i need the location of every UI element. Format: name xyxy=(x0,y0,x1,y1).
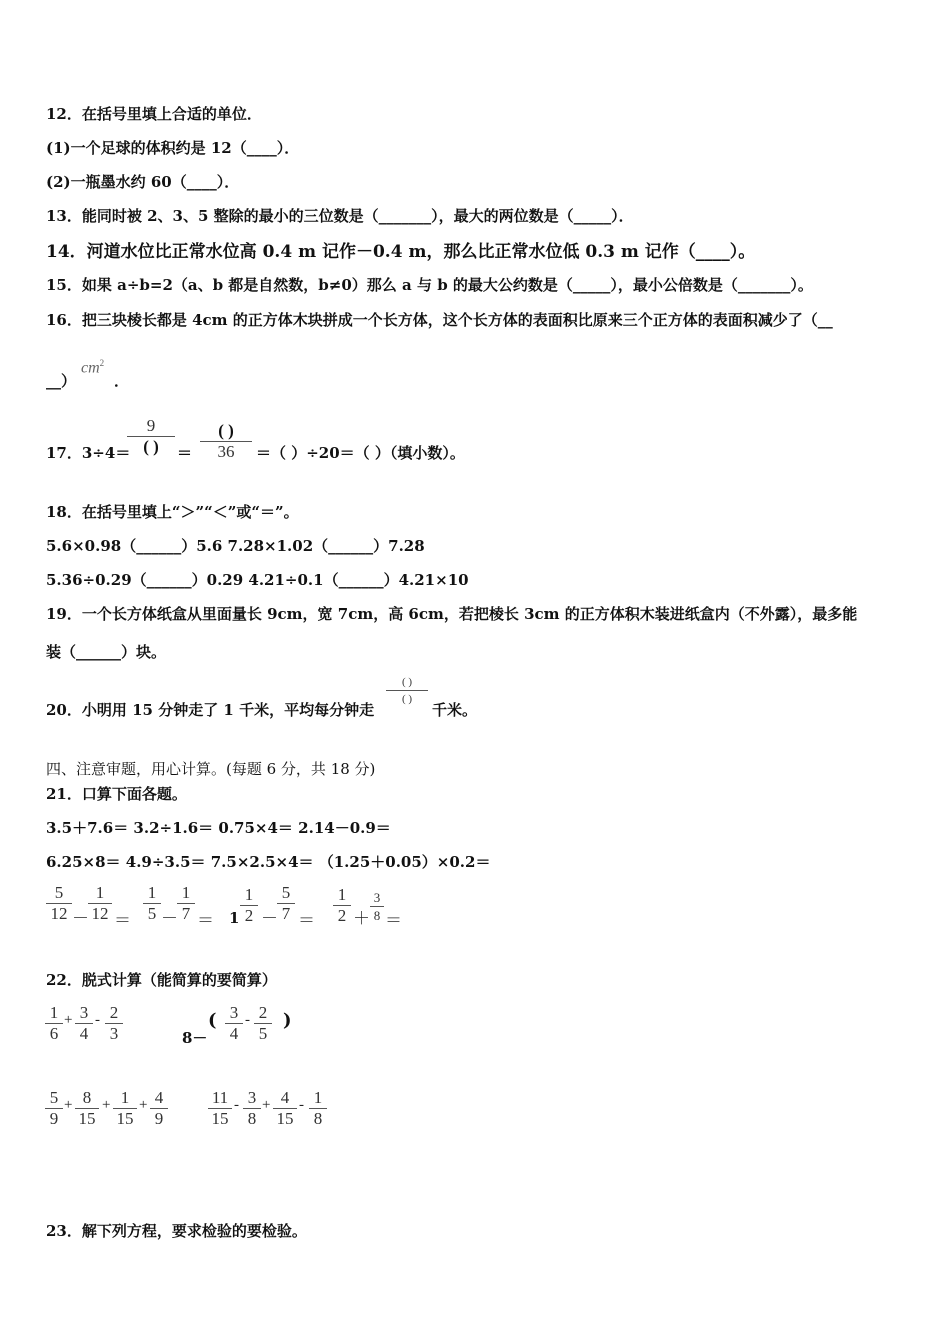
q14: 14．河道水位比正常水位高 0.4 m 记作－0.4 m，那么比正常水位低 0.3 m 记作（____）。 xyxy=(46,242,756,262)
q17-fraction-2: ( ) 36 xyxy=(200,421,252,462)
q21-minus-1: － xyxy=(72,909,89,928)
q22-e2-right-paren: ) xyxy=(283,1010,292,1031)
q21-minus-2: － xyxy=(161,909,178,928)
q22-e1-frac-1-6: $\frac{1}{6}$ xyxy=(45,1003,63,1044)
q18-row1: 5.6×0.98（______）5.6 7.28×1.02（______）7.28 xyxy=(46,537,425,555)
section-4-heading: 四、注意审题，用心计算。(每题 6 分，共 18 分) xyxy=(46,760,376,778)
q20-fraction: ( ) ( ) xyxy=(386,674,428,707)
q22-e4-frac-11-15: $\frac{11}{15}$ xyxy=(208,1088,232,1129)
q22-e2-minus: - xyxy=(245,1012,250,1028)
q17-rest: ＝（ ）÷20＝（ ）（填小数）。 xyxy=(256,444,465,462)
q21-frac-3-8: $\frac{3}{8}$ xyxy=(370,889,384,924)
q22-e3-plus-3: + xyxy=(139,1097,148,1113)
q15: 15．如果 a÷b=2（a、b 都是自然数，b≠0）那么 a 与 b 的最大公约数是（_____），最小公倍数是（_______）。 xyxy=(46,276,813,294)
q21-frac-5-7: $\frac{5}{7}$ xyxy=(277,883,295,924)
q22-e4-frac-1-8: $\frac{1}{8}$ xyxy=(309,1088,327,1129)
q21-row2: 6.25×8＝ 4.9÷3.5＝ 7.5×2.5×4＝ （1.25＋0.05）×0.2＝ xyxy=(46,853,491,871)
q22-e3-frac-4-9: $\frac{4}{9}$ xyxy=(150,1088,168,1129)
q21-frac-5-12: $\frac{5}{12}$ xyxy=(46,883,72,924)
q22-e1-frac-3-4: $\frac{3}{4}$ xyxy=(75,1003,93,1044)
q20-unit: 千米。 xyxy=(432,701,478,719)
q17-fraction-1: 9 ( ) xyxy=(127,416,175,457)
q21-plus: ＋ xyxy=(353,909,370,928)
q22-e4-minus-1: - xyxy=(234,1097,239,1113)
q22-e2-frac-3-4: $\frac{3}{4}$ xyxy=(225,1003,243,1044)
q22-e4-frac-3-8: $\frac{3}{8}$ xyxy=(243,1088,261,1129)
q22-e3-plus-1: + xyxy=(64,1097,73,1113)
q22-e4-minus-2: - xyxy=(299,1097,304,1113)
q21-frac-1-2: $\frac{1}{2}$ xyxy=(240,885,258,926)
q21-title: 21．口算下面各题。 xyxy=(46,785,187,803)
q18-title: 18．在括号里填上“＞”“＜”或“＝”。 xyxy=(46,503,299,521)
q12-title: 12．在括号里填上合适的单位． xyxy=(46,105,262,123)
q22-e3-plus-2: + xyxy=(102,1097,111,1113)
q16-line2-start: __） xyxy=(46,372,77,390)
q21-eq-3: ＝ xyxy=(298,911,315,930)
q22-e2-frac-2-5: $\frac{2}{5}$ xyxy=(254,1003,272,1044)
q22-title: 22．脱式计算（能简算的要简算） xyxy=(46,971,277,989)
q21-whole-1: 1 xyxy=(229,909,240,927)
q23: 23．解下列方程，要求检验的要检验。 xyxy=(46,1222,307,1240)
q22-e4-frac-4-15: $\frac{4}{15}$ xyxy=(273,1088,297,1129)
q12-part2: (2)一瓶墨水约 60（____）． xyxy=(46,173,240,191)
q18-row2: 5.36÷0.29（______）0.29 4.21÷0.1（______）4.21×10 xyxy=(46,571,469,589)
q12-part1: (1)一个足球的体积约是 12（____）． xyxy=(46,139,300,157)
q22-e1-minus: - xyxy=(95,1012,100,1028)
q17-equals: ＝ xyxy=(177,444,193,462)
q22-e1-plus: + xyxy=(64,1012,73,1028)
q22-e4-plus: + xyxy=(262,1097,271,1113)
q22-e2-left-paren: ( xyxy=(208,1010,217,1031)
q21-eq-1: ＝ xyxy=(114,911,131,930)
q21-row1: 3.5＋7.6＝ 3.2÷1.6＝ 0.75×4＝ 2.14－0.9＝ xyxy=(46,819,391,837)
q16-line2-end: ． xyxy=(114,372,130,390)
q21-frac-1-5: $\frac{1}{5}$ xyxy=(143,883,161,924)
q21-eq-4: ＝ xyxy=(385,911,402,930)
q16-line1: 16．把三块棱长都是 4cm 的正方体木块拼成一个长方体，这个长方体的表面积比原来三个正方体的表面积减少了（__ xyxy=(46,311,833,329)
q20-text: 20．小明用 15 分钟走了 1 千米，平均每分钟走 xyxy=(46,701,375,719)
q21-eq-2: ＝ xyxy=(197,911,214,930)
q22-e3-frac-1-15: $\frac{1}{15}$ xyxy=(113,1088,137,1129)
q21-frac-1-7: $\frac{1}{7}$ xyxy=(177,883,195,924)
q19-line1: 19．一个长方体纸盒从里面量长 9cm，宽 7cm，高 6cm，若把棱长 3cm 的正方体积木装进纸盒内（不外露），最多能 xyxy=(46,605,858,623)
q21-frac-1-12: $\frac{1}{12}$ xyxy=(88,883,112,924)
q22-e1-frac-2-3: $\frac{2}{3}$ xyxy=(105,1003,123,1044)
q21-frac-1-2b: $\frac{1}{2}$ xyxy=(333,885,351,926)
q22-e2-prefix: 8－ xyxy=(182,1029,208,1047)
q22-e3-frac-8-15: $\frac{8}{15}$ xyxy=(75,1088,99,1129)
q13: 13．能同时被 2、3、5 整除的最小的三位数是（_______），最大的两位数是（_____）． xyxy=(46,207,634,225)
q17-label: 17．3÷4＝ xyxy=(46,444,131,462)
q16-unit: $cm^2$ xyxy=(81,358,105,377)
q22-e3-frac-5-9: $\frac{5}{9}$ xyxy=(45,1088,63,1129)
q21-minus-3: － xyxy=(261,909,278,928)
q19-line2: 装（______）块。 xyxy=(46,643,167,661)
